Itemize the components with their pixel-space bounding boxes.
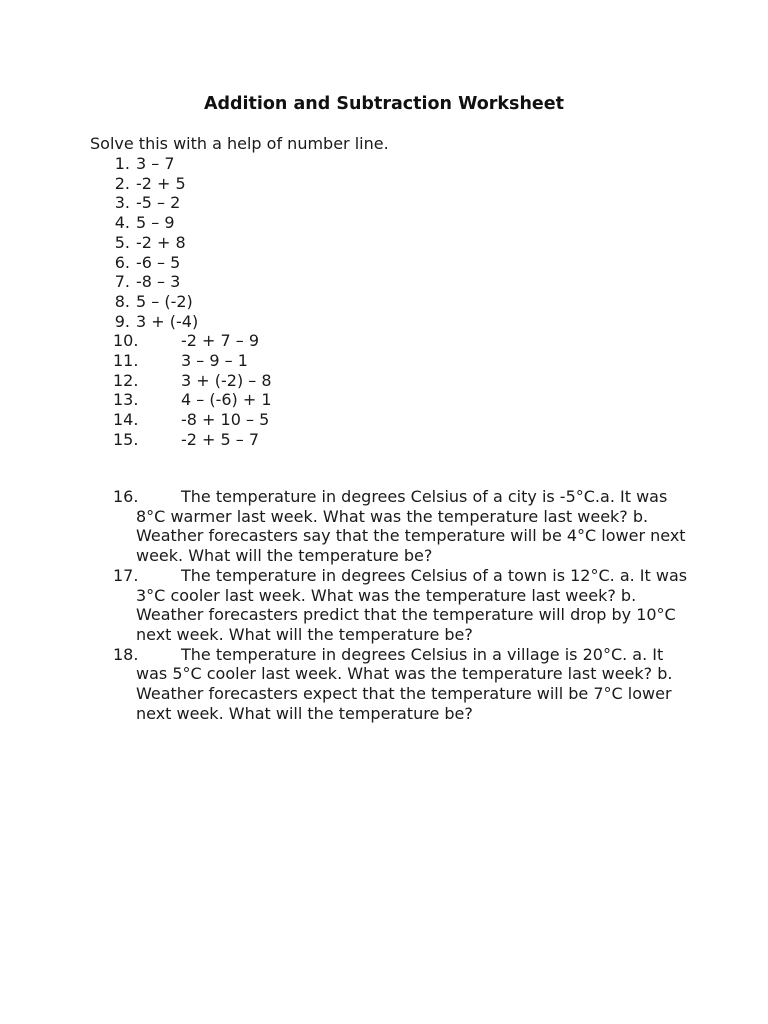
list-item [90, 312, 690, 332]
list-item [90, 233, 690, 253]
word-problem-list [90, 487, 690, 723]
item-number: 1. [114, 154, 130, 173]
item-number: 8. [114, 291, 130, 311]
list-item [90, 253, 690, 273]
item-expression: 3 + (-4) [136, 311, 199, 331]
list-item [90, 193, 690, 213]
item-expression: 3 – 7 [136, 154, 175, 173]
exercise-list [90, 154, 690, 450]
item-number: 6. [114, 252, 130, 272]
item-number: 3. [114, 193, 130, 213]
word-problem-text: The temperature in degrees Celsius of a town is 12°C. a. It was 3°C cooler last week. What was the temperature last week? b. Weather forecasters predict that the temperature will drop by 10°C next week. What will the temperature be? [136, 565, 688, 644]
item-number: 4. [114, 213, 130, 233]
item-expression: -2 + 5 – 7 [181, 429, 260, 449]
list-item [90, 487, 690, 566]
list-item [90, 174, 690, 194]
item-number: 7. [114, 272, 130, 292]
item-number: 10. [113, 331, 139, 351]
item-expression: 4 – (-6) + 1 [181, 390, 272, 410]
item-number: 11. [113, 351, 139, 371]
item-expression: 3 – 9 – 1 [181, 351, 248, 371]
list-item [90, 390, 690, 410]
list-item [90, 645, 690, 724]
list-item [90, 566, 690, 645]
list-item [90, 371, 690, 391]
item-expression: 5 – (-2) [136, 291, 193, 311]
instruction-text: Solve this with a help of number line. [90, 134, 389, 153]
word-problem-text: The temperature in degrees Celsius of a city is -5°C.a. It was 8°C warmer last week. What was the temperature last week? b. Weather forecasters say that the temperature will be 4°C lower next week. What will the temperature be? [136, 487, 686, 566]
item-number: 13. [113, 390, 139, 410]
list-item [90, 272, 690, 292]
item-number: 12. [113, 370, 139, 390]
list-item [90, 292, 690, 312]
item-expression: 3 + (-2) – 8 [181, 370, 272, 390]
item-number: 18. [113, 644, 139, 664]
item-number: 5. [114, 232, 130, 252]
item-number: 9. [114, 311, 130, 331]
item-expression: -2 + 7 – 9 [181, 331, 260, 351]
item-number: 2. [114, 173, 130, 193]
item-expression: -2 + 8 [136, 232, 186, 252]
page-title: Addition and Subtraction Worksheet [203, 94, 565, 114]
list-item [90, 154, 690, 174]
item-expression: -8 – 3 [136, 272, 181, 292]
list-item [90, 430, 690, 450]
item-expression: -5 – 2 [136, 193, 181, 213]
item-number: 14. [113, 410, 139, 430]
list-item [90, 331, 690, 351]
list-item [90, 213, 690, 233]
list-item [90, 351, 690, 371]
item-expression: -6 – 5 [136, 252, 181, 272]
item-number: 17. [113, 565, 139, 585]
item-number: 15. [113, 429, 139, 449]
item-expression: 5 – 9 [136, 213, 175, 233]
item-number: 16. [113, 487, 139, 506]
word-problem-text: The temperature in degrees Celsius in a village is 20°C. a. It was 5°C cooler last week. What was the temperature last week? b. Weather forecasters expect that the temperature will be 7°C lower next week. What will the temperature be? [136, 644, 673, 723]
item-expression: -8 + 10 – 5 [181, 410, 270, 430]
item-expression: -2 + 5 [136, 173, 186, 193]
list-item [90, 410, 690, 430]
